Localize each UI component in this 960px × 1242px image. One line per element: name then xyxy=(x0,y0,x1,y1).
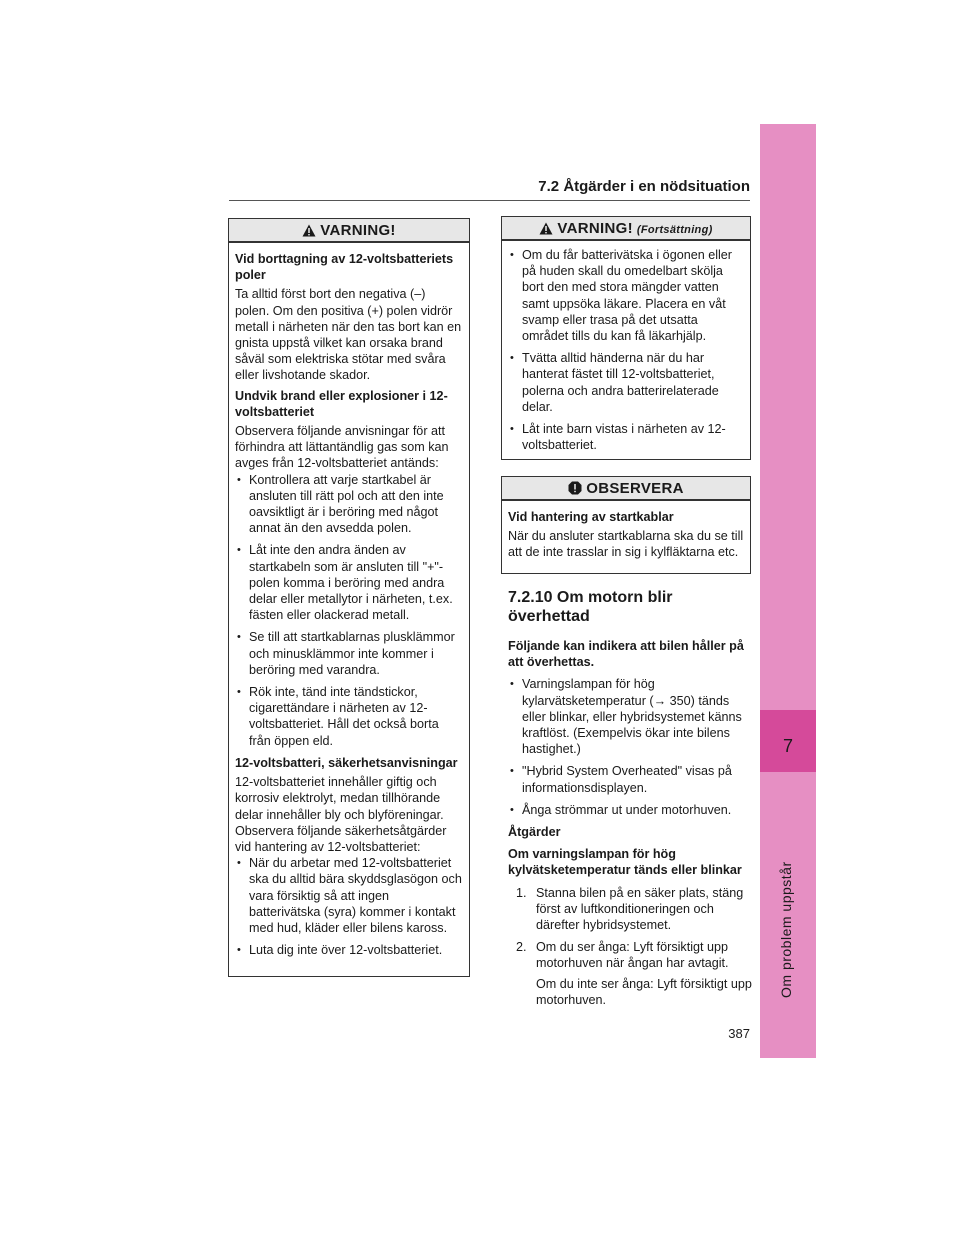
warning-bullet-list xyxy=(235,855,463,958)
step-number: 1. xyxy=(516,885,527,900)
step-text: Stanna bilen på en säker plats, stäng först av luftkonditioneringen och därefter hybridsystemet. xyxy=(536,885,744,933)
list-item: • Varningslampan för hög kylarvätsketemperatur (→ 350) tänds eller blinkar, eller hybridsystemet känns kraftlöst. (Exempelvis ökar inte bilens hastighet.) xyxy=(508,676,754,757)
continued-label: (Fortsättning) xyxy=(636,224,713,236)
symptom-list xyxy=(508,676,754,818)
list-item: • När du arbetar med 12-voltsbatteriet ska du alltid bära skyddsglasögon och vara försiktig så att ingen batterivätska (syra) kommer i kontakt med hud, kläder eller bilens kaross. xyxy=(235,855,463,936)
step-text: Om du ser ånga: Lyft försiktigt upp motorhuven när ångan har avtagit. xyxy=(536,940,729,971)
list-item: • Låt inte barn vistas i närheten av 12-voltsbatteriet. xyxy=(508,421,744,453)
notice-header xyxy=(502,477,750,501)
warning-box-left xyxy=(228,218,470,977)
warning-subheading: 12-voltsbatteri, säkerhetsanvisningar xyxy=(235,755,458,770)
warning-title: VARNING! xyxy=(557,220,633,237)
warning-subheading: Undvik brand eller explosioner i 12-voltsbatteriet xyxy=(235,388,448,419)
warning-title: VARNING! xyxy=(320,222,396,239)
warning-paragraph: Ta alltid först bort den negativa (–) polen. Om den positiva (+) polen vidrör metall i närheten när den tas bort kan en gnista uppstå vilket kan orsaka brand såväl som elektriska stötar med svåra eller livshotande skador. xyxy=(235,287,462,383)
warning-bullet-list xyxy=(235,472,463,749)
list-item: • "Hybrid System Overheated" visas på informationsdisplayen. xyxy=(508,763,754,795)
warning-paragraph: 12-voltsbatteriet innehåller giftig och korrosiv elektrolyt, medan tillhörande delar innehåller bly och blyföreningar. Observera följande säkerhetsåtgärder vid hantering av 12-voltsbatteriet: xyxy=(235,775,447,854)
warning-bullet-list xyxy=(508,247,744,453)
list-item: • Tvätta alltid händerna när du har hanterat fästet till 12-voltsbatteriet, polerna och andra batterirelaterade delar. xyxy=(508,350,744,415)
warning-icon xyxy=(302,224,316,237)
warning-icon xyxy=(539,222,553,235)
notice-paragraph: När du ansluter startkablarna ska du se till att de inte trasslar in sig i kylfläktarna etc. xyxy=(508,529,744,560)
notice-box xyxy=(501,476,751,574)
chapter-title: Om problem uppstår xyxy=(778,861,794,998)
list-item: • Ånga strömmar ut under motorhuven. xyxy=(508,802,754,818)
step-number: 2. xyxy=(516,940,527,955)
list-item xyxy=(516,939,754,1008)
chapter-number: 7 xyxy=(782,736,793,756)
step-extra-text: Om du inte ser ånga: Lyft försiktigt upp motorhuven. xyxy=(536,976,752,1007)
list-item: • Kontrollera att varje startkabel är ansluten till rätt pol och att den inte oavsiktligt är i beröring med något annat än den avsedda polen. xyxy=(235,472,463,537)
page-header: 7.2 Åtgärder i en nödsituation xyxy=(538,178,750,195)
list-item: • Se till att startkablarnas plusklämmor och minusklämmor inte kommer i beröring med varandra. xyxy=(235,629,463,678)
notice-title: OBSERVERA xyxy=(586,480,684,497)
warning-header xyxy=(502,217,750,241)
header-divider xyxy=(229,200,750,201)
actions-heading: Åtgärder xyxy=(508,825,561,840)
warning-subheading: Vid borttagning av 12-voltsbatteriets poler xyxy=(235,252,454,283)
section-heading: 7.2.10 Om motorn blir överhettad xyxy=(508,589,673,625)
section-overheating xyxy=(508,588,754,1014)
actions-subheading: Om varningslampan för hög kylvätsketemperatur tänds eller blinkar xyxy=(508,847,742,878)
warning-paragraph: Observera följande anvisningar för att förhindra att lättantändlig gas som kan avges från 12-voltsbatteriet antänds: xyxy=(235,424,449,471)
warning-box-continued xyxy=(501,216,751,460)
chapter-side-tab xyxy=(760,124,816,1058)
list-item xyxy=(516,885,754,934)
steps-list xyxy=(508,885,754,1008)
list-item: • Om du får batterivätska i ögonen eller på huden skall du omedelbart skölja bort den med stora mängder vatten samt uppsöka läkare. Placera en våt svamp eller trasa på det utsatta området tills du kan få läkarhjälp. xyxy=(508,247,744,344)
list-item: • Luta dig inte över 12-voltsbatteriet. xyxy=(235,942,463,958)
list-item: • Låt inte den andra änden av startkabeln som är ansluten till "+"-polen komma i beröring med andra delar eller metallytor i närheten, t.ex. fästen eller olackerad metall. xyxy=(235,542,463,623)
page-number: 387 xyxy=(728,1026,750,1041)
notice-subheading: Vid hantering av startkablar xyxy=(508,510,674,524)
section-intro: Följande kan indikera att bilen håller på att överhettas. xyxy=(508,639,744,670)
list-item: • Rök inte, tänd inte tändstickor, cigarettändare i närheten av 12-voltsbatteriet. Håll det också borta från öppen eld. xyxy=(235,684,463,749)
caution-icon xyxy=(568,481,582,495)
warning-header xyxy=(229,219,469,243)
